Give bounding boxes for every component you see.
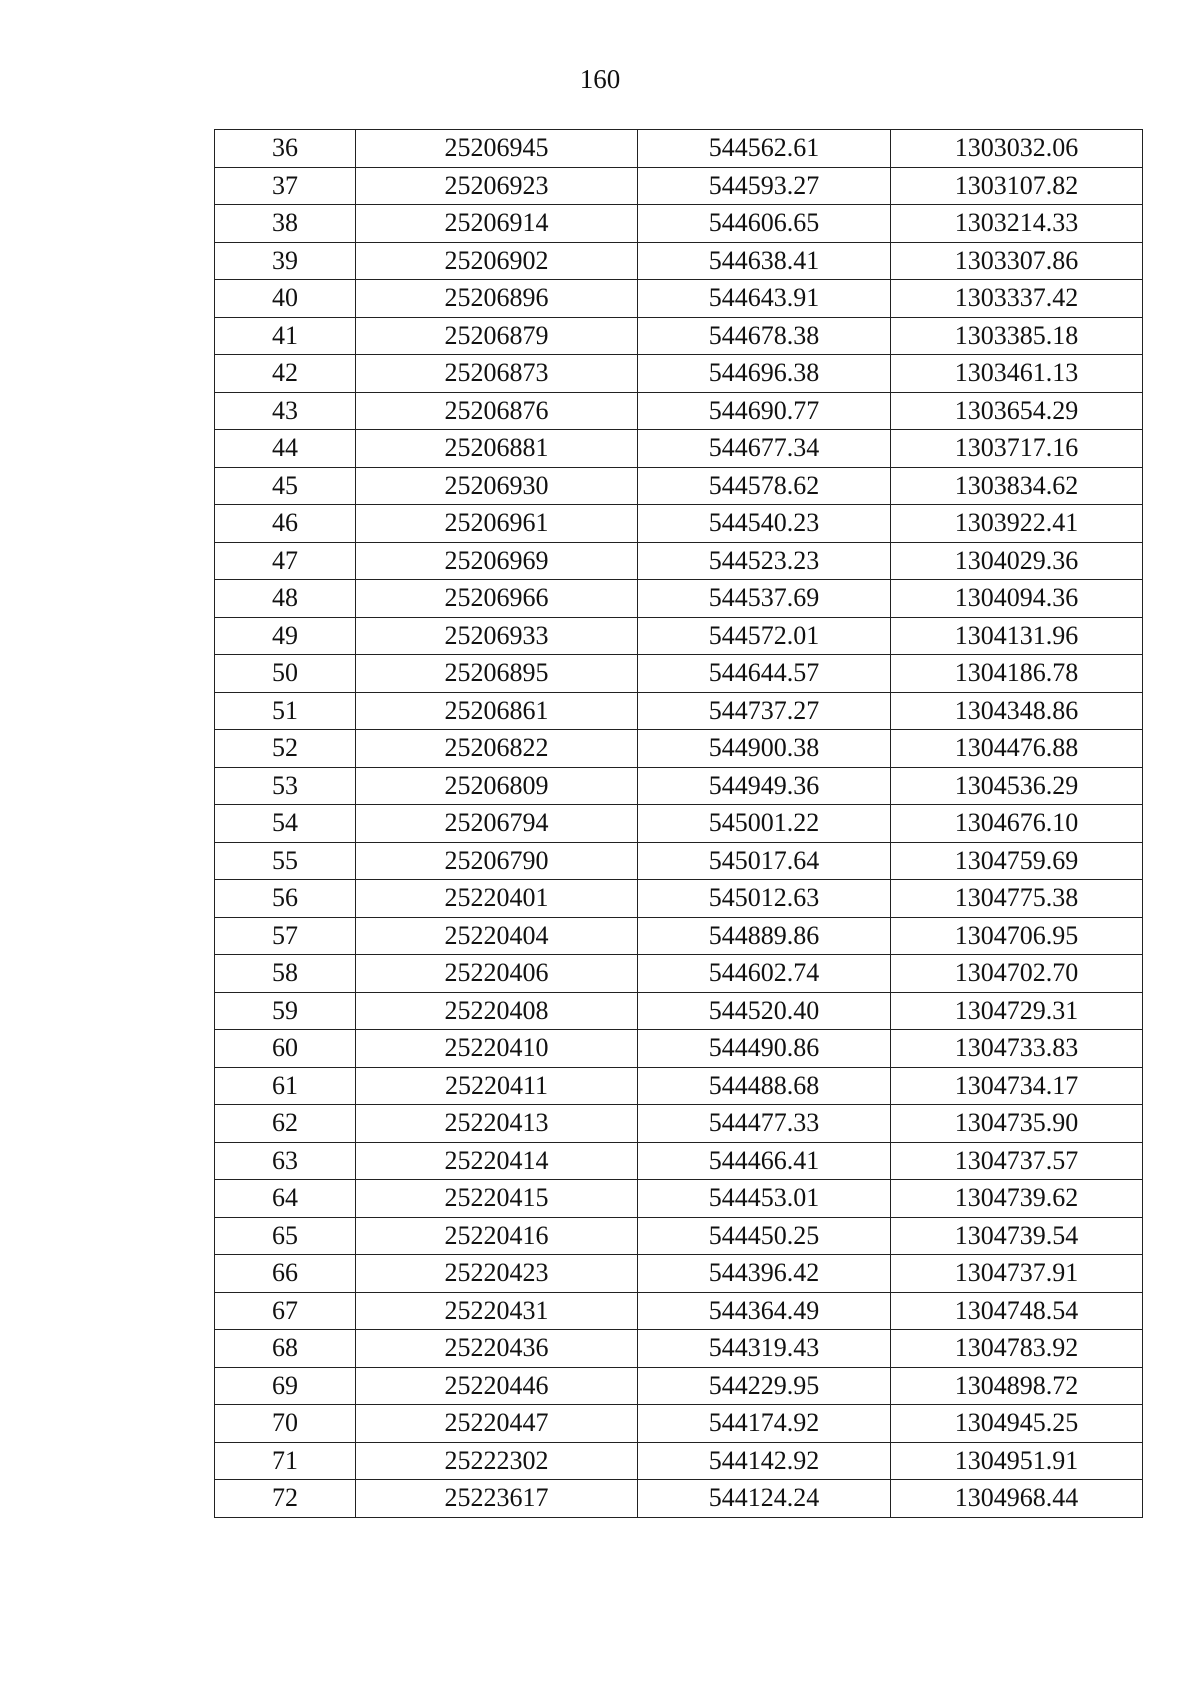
point-code-cell: 25206895 [356,655,638,693]
row-index-cell: 46 [215,505,356,543]
row-index-cell: 63 [215,1142,356,1180]
x-coordinate-cell: 545001.22 [638,805,891,843]
point-code-cell: 25220408 [356,992,638,1030]
row-index-cell: 44 [215,430,356,468]
table-row [215,1405,1143,1443]
point-code-cell: 25206822 [356,730,638,768]
y-coordinate-cell: 1303214.33 [891,205,1143,243]
table-row [215,167,1143,205]
x-coordinate-cell: 544520.40 [638,992,891,1030]
table-row [215,955,1143,993]
table-row [215,1217,1143,1255]
point-code-cell: 25206961 [356,505,638,543]
x-coordinate-cell: 544900.38 [638,730,891,768]
row-index-cell: 55 [215,842,356,880]
y-coordinate-cell: 1304706.95 [891,917,1143,955]
table-row [215,1480,1143,1518]
table-row [215,1292,1143,1330]
table-row [215,1142,1143,1180]
y-coordinate-cell: 1304775.38 [891,880,1143,918]
table-row [215,430,1143,468]
x-coordinate-cell: 545017.64 [638,842,891,880]
y-coordinate-cell: 1304029.36 [891,542,1143,580]
x-coordinate-cell: 544638.41 [638,242,891,280]
y-coordinate-cell: 1304729.31 [891,992,1143,1030]
y-coordinate-cell: 1303654.29 [891,392,1143,430]
x-coordinate-cell: 544572.01 [638,617,891,655]
point-code-cell: 25220436 [356,1330,638,1368]
point-code-cell: 25206933 [356,617,638,655]
y-coordinate-cell: 1303337.42 [891,280,1143,318]
table-row [215,1105,1143,1143]
x-coordinate-cell: 544644.57 [638,655,891,693]
point-code-cell: 25220411 [356,1067,638,1105]
table-row [215,317,1143,355]
y-coordinate-cell: 1304476.88 [891,730,1143,768]
point-code-cell: 25206809 [356,767,638,805]
table-row [215,580,1143,618]
row-index-cell: 51 [215,692,356,730]
row-index-cell: 52 [215,730,356,768]
row-index-cell: 57 [215,917,356,955]
row-index-cell: 47 [215,542,356,580]
point-code-cell: 25206873 [356,355,638,393]
x-coordinate-cell: 544696.38 [638,355,891,393]
y-coordinate-cell: 1304951.91 [891,1442,1143,1480]
table-row [215,767,1143,805]
point-code-cell: 25206966 [356,580,638,618]
y-coordinate-cell: 1304702.70 [891,955,1143,993]
row-index-cell: 67 [215,1292,356,1330]
y-coordinate-cell: 1304739.62 [891,1180,1143,1218]
row-index-cell: 40 [215,280,356,318]
point-code-cell: 25206945 [356,130,638,168]
x-coordinate-cell: 544889.86 [638,917,891,955]
point-code-cell: 25206923 [356,167,638,205]
point-code-cell: 25220413 [356,1105,638,1143]
point-code-cell: 25223617 [356,1480,638,1518]
y-coordinate-cell: 1304737.91 [891,1255,1143,1293]
table-row [215,467,1143,505]
point-code-cell: 25206896 [356,280,638,318]
point-code-cell: 25206902 [356,242,638,280]
table-row [215,1067,1143,1105]
y-coordinate-cell: 1304186.78 [891,655,1143,693]
coordinates-table [214,129,1143,1518]
y-coordinate-cell: 1304734.17 [891,1067,1143,1105]
table-row [215,805,1143,843]
table-row [215,392,1143,430]
table-row [215,730,1143,768]
row-index-cell: 56 [215,880,356,918]
row-index-cell: 48 [215,580,356,618]
table-row [215,1367,1143,1405]
row-index-cell: 60 [215,1030,356,1068]
y-coordinate-cell: 1304536.29 [891,767,1143,805]
x-coordinate-cell: 544488.68 [638,1067,891,1105]
row-index-cell: 70 [215,1405,356,1443]
table-row [215,1180,1143,1218]
table-row [215,992,1143,1030]
table-row [215,917,1143,955]
table-row [215,1255,1143,1293]
point-code-cell: 25206969 [356,542,638,580]
row-index-cell: 72 [215,1480,356,1518]
y-coordinate-cell: 1303107.82 [891,167,1143,205]
x-coordinate-cell: 544477.33 [638,1105,891,1143]
y-coordinate-cell: 1303385.18 [891,317,1143,355]
x-coordinate-cell: 544142.92 [638,1442,891,1480]
x-coordinate-cell: 544690.77 [638,392,891,430]
x-coordinate-cell: 544466.41 [638,1142,891,1180]
row-index-cell: 36 [215,130,356,168]
x-coordinate-cell: 544737.27 [638,692,891,730]
x-coordinate-cell: 544364.49 [638,1292,891,1330]
table-row [215,1442,1143,1480]
x-coordinate-cell: 544490.86 [638,1030,891,1068]
x-coordinate-cell: 544562.61 [638,130,891,168]
y-coordinate-cell: 1304735.90 [891,1105,1143,1143]
point-code-cell: 25206790 [356,842,638,880]
y-coordinate-cell: 1304748.54 [891,1292,1143,1330]
y-coordinate-cell: 1304737.57 [891,1142,1143,1180]
y-coordinate-cell: 1303461.13 [891,355,1143,393]
row-index-cell: 68 [215,1330,356,1368]
point-code-cell: 25220401 [356,880,638,918]
table-row [215,842,1143,880]
x-coordinate-cell: 544396.42 [638,1255,891,1293]
point-code-cell: 25220423 [356,1255,638,1293]
point-code-cell: 25206930 [356,467,638,505]
table-row [215,205,1143,243]
row-index-cell: 59 [215,992,356,1030]
row-index-cell: 61 [215,1067,356,1105]
point-code-cell: 25220414 [356,1142,638,1180]
y-coordinate-cell: 1304968.44 [891,1480,1143,1518]
x-coordinate-cell: 544606.65 [638,205,891,243]
row-index-cell: 66 [215,1255,356,1293]
y-coordinate-cell: 1304945.25 [891,1405,1143,1443]
table-row [215,1330,1143,1368]
table-row [215,617,1143,655]
x-coordinate-cell: 544229.95 [638,1367,891,1405]
table-row [215,505,1143,543]
row-index-cell: 69 [215,1367,356,1405]
row-index-cell: 54 [215,805,356,843]
x-coordinate-cell: 544523.23 [638,542,891,580]
row-index-cell: 53 [215,767,356,805]
row-index-cell: 62 [215,1105,356,1143]
row-index-cell: 37 [215,167,356,205]
table-row [215,542,1143,580]
point-code-cell: 25220415 [356,1180,638,1218]
x-coordinate-cell: 544578.62 [638,467,891,505]
point-code-cell: 25206881 [356,430,638,468]
row-index-cell: 41 [215,317,356,355]
y-coordinate-cell: 1303922.41 [891,505,1143,543]
point-code-cell: 25220431 [356,1292,638,1330]
x-coordinate-cell: 544540.23 [638,505,891,543]
x-coordinate-cell: 544677.34 [638,430,891,468]
x-coordinate-cell: 544174.92 [638,1405,891,1443]
table-row [215,655,1143,693]
x-coordinate-cell: 544643.91 [638,280,891,318]
point-code-cell: 25222302 [356,1442,638,1480]
table-row [215,130,1143,168]
x-coordinate-cell: 544593.27 [638,167,891,205]
y-coordinate-cell: 1304094.36 [891,580,1143,618]
y-coordinate-cell: 1304131.96 [891,617,1143,655]
y-coordinate-cell: 1304676.10 [891,805,1143,843]
y-coordinate-cell: 1304759.69 [891,842,1143,880]
table-row [215,1030,1143,1068]
x-coordinate-cell: 544124.24 [638,1480,891,1518]
row-index-cell: 50 [215,655,356,693]
x-coordinate-cell: 544450.25 [638,1217,891,1255]
row-index-cell: 45 [215,467,356,505]
x-coordinate-cell: 544453.01 [638,1180,891,1218]
y-coordinate-cell: 1304348.86 [891,692,1143,730]
table-row [215,355,1143,393]
row-index-cell: 49 [215,617,356,655]
page-number: 160 [579,64,621,94]
point-code-cell: 25206794 [356,805,638,843]
table-row [215,280,1143,318]
table-row [215,880,1143,918]
y-coordinate-cell: 1304898.72 [891,1367,1143,1405]
table-row [215,692,1143,730]
point-code-cell: 25220406 [356,955,638,993]
row-index-cell: 42 [215,355,356,393]
point-code-cell: 25220404 [356,917,638,955]
point-code-cell: 25206876 [356,392,638,430]
point-code-cell: 25206879 [356,317,638,355]
x-coordinate-cell: 545012.63 [638,880,891,918]
y-coordinate-cell: 1303717.16 [891,430,1143,468]
point-code-cell: 25220410 [356,1030,638,1068]
coordinates-table-body [215,130,1143,1518]
row-index-cell: 64 [215,1180,356,1218]
y-coordinate-cell: 1303834.62 [891,467,1143,505]
point-code-cell: 25220446 [356,1367,638,1405]
point-code-cell: 25206914 [356,205,638,243]
row-index-cell: 39 [215,242,356,280]
y-coordinate-cell: 1304783.92 [891,1330,1143,1368]
table-row [215,242,1143,280]
row-index-cell: 65 [215,1217,356,1255]
y-coordinate-cell: 1304733.83 [891,1030,1143,1068]
y-coordinate-cell: 1304739.54 [891,1217,1143,1255]
x-coordinate-cell: 544602.74 [638,955,891,993]
point-code-cell: 25220416 [356,1217,638,1255]
row-index-cell: 38 [215,205,356,243]
x-coordinate-cell: 544319.43 [638,1330,891,1368]
point-code-cell: 25206861 [356,692,638,730]
x-coordinate-cell: 544949.36 [638,767,891,805]
y-coordinate-cell: 1303032.06 [891,130,1143,168]
row-index-cell: 58 [215,955,356,993]
x-coordinate-cell: 544678.38 [638,317,891,355]
point-code-cell: 25220447 [356,1405,638,1443]
x-coordinate-cell: 544537.69 [638,580,891,618]
y-coordinate-cell: 1303307.86 [891,242,1143,280]
row-index-cell: 43 [215,392,356,430]
row-index-cell: 71 [215,1442,356,1480]
